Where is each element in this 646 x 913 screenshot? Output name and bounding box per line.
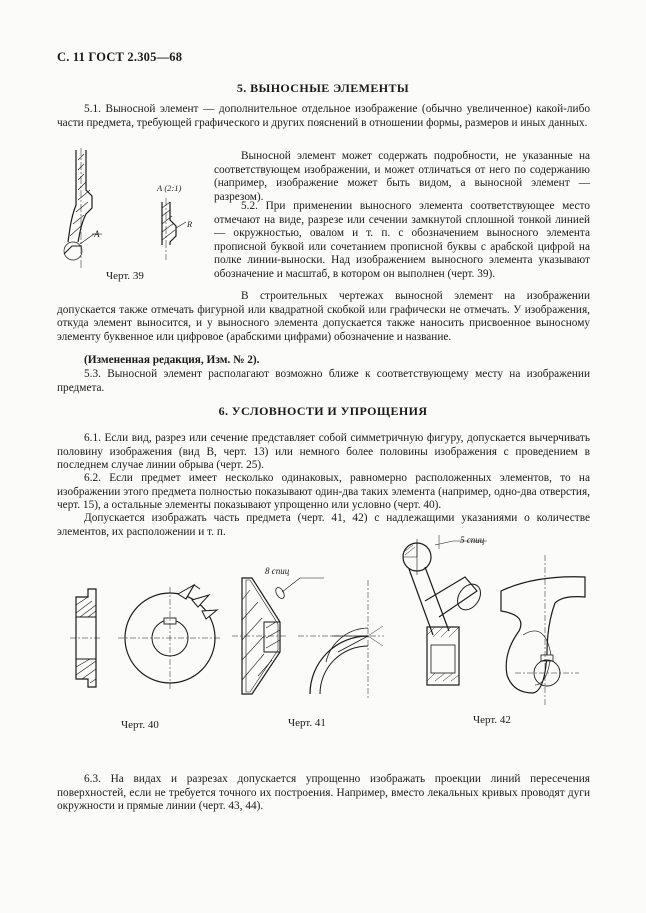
paragraph-6-2: 6.2. Если предмет имеет несколько одинаковых, равномерно расположенных элементов, то на изображении этого предмета полностью показывают один-два таких элемента (например, одно-два отверстия, черт. 15), а остальные элементы показывают упрощенно или условно (черт. 40). [57, 472, 590, 512]
paragraph-5-1: 5.1. Выносной элемент — дополнительное отдельное изображение (обычно увеличенное) какой-либо части предмета, требующей графического и других пояснений в отношении формы, размеров и иных данных. [57, 103, 590, 129]
figure-42-drawing [395, 535, 590, 710]
fig39-caption: Черт. 39 [106, 270, 144, 282]
fig39-label-a: А [94, 229, 100, 239]
fig39-label-r: R [187, 219, 193, 229]
paragraph-detail: Выносной элемент может содержать подробности, не указанные на соответствующем изображении, и может отличаться от него по содержанию (например, изображение может быть видом, а выносной элемент — разрезом). [214, 150, 590, 203]
fig41-note: 8 спиц [265, 566, 290, 576]
section-5-title: 5. ВЫНОСНЫЕ ЭЛЕМЕНТЫ [236, 81, 410, 95]
paragraph-6-2b: Допускается изображать часть предмета (черт. 41, 42) с надлежащими указаниями о количестве элементов, их расположении и т. п. [57, 512, 590, 538]
section-6-title: 6. УСЛОВНОСТИ И УПРОЩЕНИЯ [218, 404, 428, 418]
fig40-caption: Черт. 40 [121, 719, 159, 731]
fig42-caption: Черт. 42 [473, 714, 511, 726]
amendment-note: (Измененная редакция, Изм. № 2). [84, 354, 260, 366]
paragraph-6-1: 6.1. Если вид, разрез или сечение представляет собой симметричную фигуру, допускается вычерчивать половину изображения (вид В, черт. 13) или немного более половины изображения с проведением в последнем случае линии обрыва (черт. 25). [57, 432, 590, 472]
fig39-label-scale: А (2:1) [157, 183, 182, 193]
figure-41-drawing [228, 560, 388, 705]
paragraph-6-3: 6.3. На видах и разрезах допускается упрощенно изображать проекции линий пересечения поверхностей, если не требуется точного их построения. Например, вместо лекальных кривых проводят дуги окружности и прямые линии (черт. 43, 44). [57, 773, 590, 813]
fig41-caption: Черт. 41 [288, 717, 326, 729]
figure-40-drawing [68, 575, 228, 705]
paragraph-building: В строительных чертежах выносной элемент на изображении допускается также отмечать фигурной или квадратной скобкой или графически не отмечать. У изображения, откуда элемент выносится, и у выносного элемента допускается также наносить присвоенное выносному элементу буквенное или цифровое (арабскими цифрами) обозначение и название. [57, 290, 590, 343]
fig42-note: 5 спиц [460, 535, 485, 545]
paragraph-5-2: 5.2. При применении выносного элемента соответствующее место отмечают на виде, разрезе или сечении замкнутой сплошной тонкой линией — окружностью, овалом и т. п. с обозначением выносного элемента прописной буквой или сочетанием прописной буквы с арабской цифрой на полке линии-выноски. Над изображением выносного элемента указывают обозначение и масштаб, в котором он выполнен (черт. 39). [214, 200, 590, 280]
paragraph-5-3: 5.3. Выносной элемент располагают возможно ближе к соответствующему месту на изображении предмета. [57, 368, 590, 394]
page-header: С. 11 ГОСТ 2.305—68 [57, 50, 183, 64]
figure-39-drawing [58, 150, 208, 270]
